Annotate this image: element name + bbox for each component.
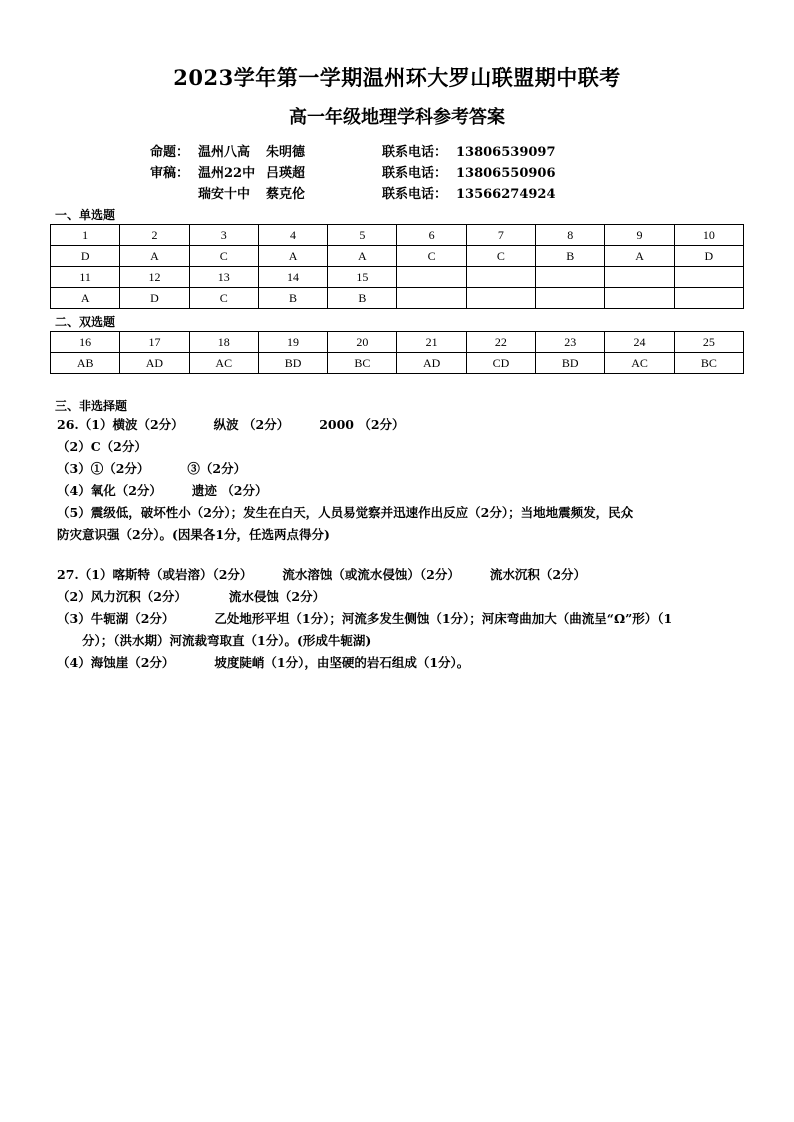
table-cell: 14	[258, 267, 327, 288]
credits-block	[150, 142, 556, 205]
section-double-choice-label: 二、双选题	[55, 315, 116, 329]
answer-segment: （4）海蚀崖（2分）	[57, 655, 175, 670]
page-subtitle: 高一年级地理学科参考答案	[289, 107, 505, 128]
table-cell: B	[258, 288, 327, 309]
table-cell: D	[120, 288, 189, 309]
table-cell	[674, 288, 743, 309]
answer-segment: （2）风力沉积（2分）	[57, 589, 187, 604]
answer-segment: （3）①（2分）	[57, 461, 150, 476]
section-free-response-label: 三、非选择题	[55, 399, 128, 413]
answer-segment: 纵波 （2分）	[213, 417, 290, 432]
table-cell: 20	[328, 332, 397, 353]
answer-segment: （4）氧化（2分）	[57, 483, 162, 498]
table-cell: 23	[536, 332, 605, 353]
table-cell: D	[674, 246, 743, 267]
table-cell: 9	[605, 225, 674, 246]
single-choice-answer-table	[50, 224, 744, 309]
answer-segment: 流水侵蚀（2分）	[228, 589, 326, 604]
table-cell: 12	[120, 267, 189, 288]
table-row	[51, 246, 744, 267]
answer-line	[57, 458, 633, 480]
question-26-answers	[57, 414, 633, 546]
table-cell: 21	[397, 332, 466, 353]
table-cell: 5	[328, 225, 397, 246]
table-row	[51, 267, 744, 288]
credit-contact-label: 联系电话：	[382, 187, 448, 202]
answer-line	[57, 480, 633, 502]
table-row	[51, 288, 744, 309]
table-cell: C	[397, 246, 466, 267]
table-cell: 2	[120, 225, 189, 246]
answer-segment: 流水溶蚀（或流水侵蚀）（2分）	[282, 567, 460, 582]
table-cell: A	[328, 246, 397, 267]
table-cell: 10	[674, 225, 743, 246]
table-cell	[466, 288, 535, 309]
section-single-choice-label: 一、单选题	[55, 208, 116, 222]
table-cell: BC	[674, 353, 743, 374]
credit-name: 吕瑛超	[266, 166, 306, 181]
table-cell: AC	[189, 353, 258, 374]
answer-segment: （3）牛轭湖（2分）	[57, 611, 175, 626]
table-cell: CD	[466, 353, 535, 374]
table-row	[51, 225, 744, 246]
credit-phone: 13566274924	[456, 187, 556, 202]
credit-row	[150, 184, 556, 205]
table-cell	[397, 288, 466, 309]
answer-line	[57, 630, 672, 652]
table-cell	[466, 267, 535, 288]
table-cell: 17	[120, 332, 189, 353]
double-choice-answer-table	[50, 331, 744, 374]
table-cell: C	[189, 246, 258, 267]
table-cell: 25	[674, 332, 743, 353]
answer-segment: ③（2分）	[187, 461, 247, 476]
table-cell: 8	[536, 225, 605, 246]
answer-segment: 2000 （2分）	[319, 417, 405, 432]
credit-row	[150, 163, 556, 184]
table-cell: 7	[466, 225, 535, 246]
table-cell: B	[536, 246, 605, 267]
table-row	[51, 353, 744, 374]
page-title: 2023学年第一学期温州环大罗山联盟期中联考	[173, 65, 621, 90]
table-cell	[536, 267, 605, 288]
credit-name: 朱明德	[266, 145, 306, 160]
answer-line	[57, 414, 633, 436]
question-27-answers	[57, 564, 672, 674]
table-cell: AD	[120, 353, 189, 374]
answer-segment: （5）震级低，破坏性小（2分）；发生在白天，人员易觉察并迅速作出反应（2分）；当地地震频发，民众	[57, 505, 634, 520]
answer-line	[57, 652, 672, 674]
answer-segment: 27.（1）喀斯特（或岩溶）（2分）	[57, 567, 253, 582]
table-cell	[605, 288, 674, 309]
table-cell	[397, 267, 466, 288]
table-cell: B	[328, 288, 397, 309]
table-cell: 19	[258, 332, 327, 353]
credit-contact-label: 联系电话：	[382, 145, 448, 160]
credit-phone: 13806550906	[456, 166, 556, 181]
credit-contact-label: 联系电话：	[382, 166, 448, 181]
answer-segment: （2）C（2分）	[57, 439, 147, 454]
answer-line	[57, 586, 672, 608]
table-cell: 22	[466, 332, 535, 353]
credit-row	[150, 142, 556, 163]
table-cell: D	[51, 246, 120, 267]
table-cell	[674, 267, 743, 288]
table-cell: AD	[397, 353, 466, 374]
answer-segment: 遗迹 （2分）	[191, 483, 268, 498]
answer-segment: 分）；（洪水期）河流裁弯取直（1分）。(形成牛轭湖)	[57, 633, 372, 648]
answer-segment: 坡度陡峭（1分），由坚硬的岩石组成（1分）。	[214, 655, 470, 670]
answer-line	[57, 436, 633, 458]
table-cell: 16	[51, 332, 120, 353]
table-cell: A	[120, 246, 189, 267]
table-cell: C	[189, 288, 258, 309]
answer-segment: 防灾意识强（2分）。(因果各1分，任选两点得分)	[57, 527, 330, 542]
table-cell: C	[466, 246, 535, 267]
table-cell: 24	[605, 332, 674, 353]
table-cell: A	[605, 246, 674, 267]
table-cell: BC	[328, 353, 397, 374]
credit-school: 瑞安十中	[198, 187, 251, 202]
credit-phone: 13806539097	[456, 145, 556, 160]
credit-school: 温州八高	[198, 145, 251, 160]
answer-segment: 26.（1）横波（2分）	[57, 417, 184, 432]
table-cell: AC	[605, 353, 674, 374]
answer-line	[57, 524, 633, 546]
table-cell: BD	[258, 353, 327, 374]
table-cell: A	[51, 288, 120, 309]
table-cell: AB	[51, 353, 120, 374]
table-cell	[536, 288, 605, 309]
credit-school: 温州22中	[198, 166, 256, 181]
table-cell: A	[258, 246, 327, 267]
table-cell: 4	[258, 225, 327, 246]
table-cell: 6	[397, 225, 466, 246]
answer-line	[57, 608, 672, 630]
table-cell: 1	[51, 225, 120, 246]
table-cell	[605, 267, 674, 288]
answer-line	[57, 564, 672, 586]
table-cell: 11	[51, 267, 120, 288]
credit-role: 命题：	[150, 145, 190, 160]
credit-name: 蔡克伦	[266, 187, 306, 202]
table-cell: 13	[189, 267, 258, 288]
table-cell: 15	[328, 267, 397, 288]
answer-segment: 乙处地形平坦（1分）；河流多发生侧蚀（1分）；河床弯曲加大（曲流呈“Ω”形）（1	[214, 611, 673, 626]
table-cell: 18	[189, 332, 258, 353]
table-cell: BD	[536, 353, 605, 374]
answer-segment: 流水沉积（2分）	[489, 567, 587, 582]
table-row	[51, 332, 744, 353]
table-cell: 3	[189, 225, 258, 246]
credit-role: 审稿：	[150, 166, 190, 181]
answer-line	[57, 502, 633, 524]
